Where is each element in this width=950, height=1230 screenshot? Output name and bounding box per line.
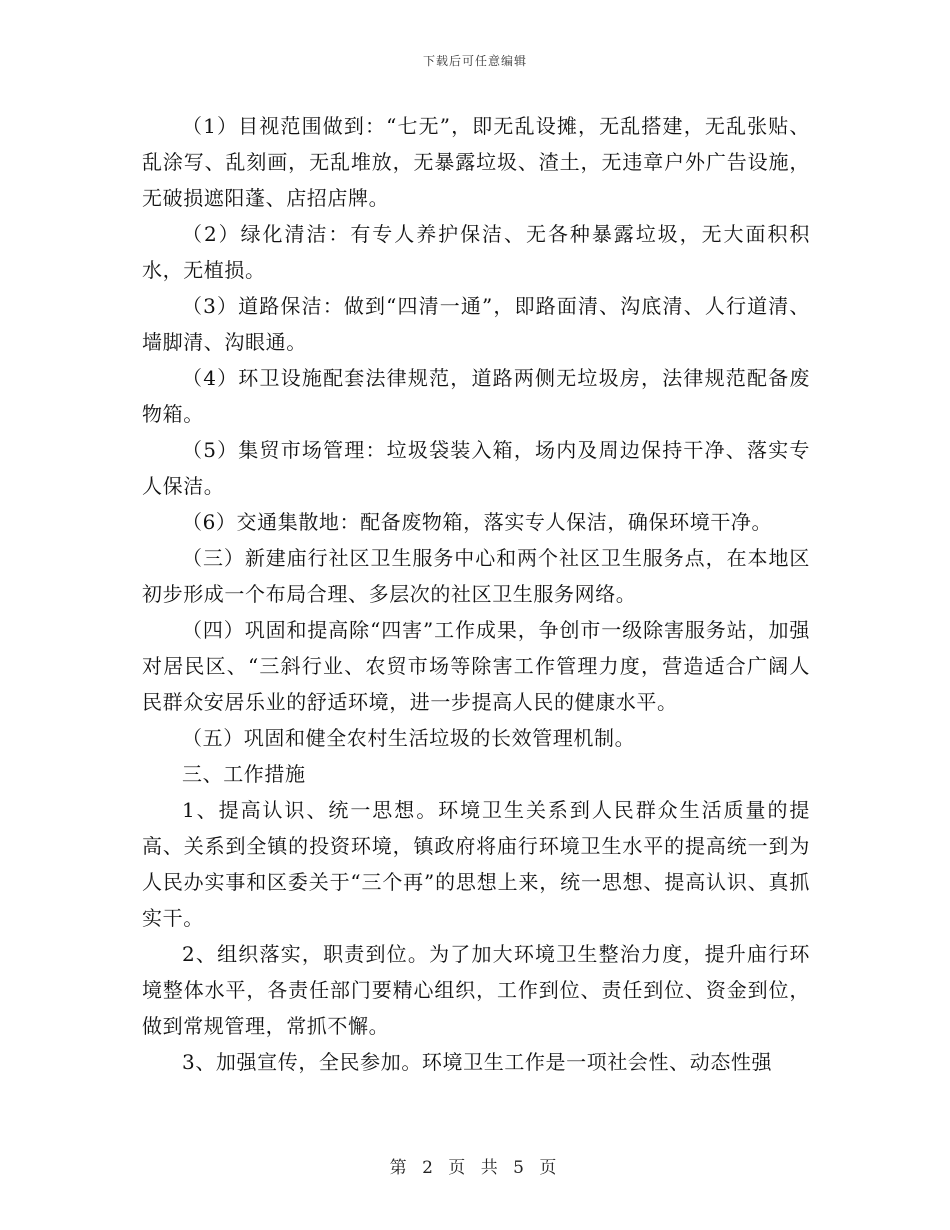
paragraph-item-4: （4）环卫设施配套法律规范，道路两侧无垃圾房，法律规范配备废物箱。 (142, 366, 810, 426)
paragraph-item-6: （6）交通集散地：配备废物箱，落实专人保洁，确保环境干净。 (182, 510, 773, 534)
document-body (142, 108, 810, 1080)
paragraph-item-5: （5）集贸市场管理：垃圾袋装入箱，场内及周边保持干净、落实专人保洁。 (142, 438, 810, 498)
paragraph-item-2: （2）绿化清洁：有专人养护保洁、无各种暴露垃圾，无大面积积水，无植损。 (142, 222, 810, 282)
paragraph-measure-2: 2、组织落实，职责到位。为了加大环境卫生整治力度，提升庙行环境整体水平，各责任部门要精心组织，工作到位、责任到位、资金到位，做到常规管理，常抓不懈。 (142, 942, 810, 1038)
paragraph-measure-1: 1、提高认识、统一思想。环境卫生关系到人民群众生活质量的提高、关系到全镇的投资环境，镇政府将庙行环境卫生水平的提高统一到为人民办实事和区委关于“三个再”的思想上来，统一思想、提高认识、真抓实干。 (142, 798, 810, 930)
page-number-footer: 第 2 页 共 5 页 (389, 1158, 561, 1178)
paragraph-measure-3: 3、加强宣传，全民参加。环境卫生工作是一项社会性、动态性强 (182, 1050, 773, 1074)
page-header: 下载后可任意编辑 (422, 54, 527, 68)
paragraph-section-5: （五）巩固和健全农村生活垃圾的长效管理机制。 (182, 726, 636, 750)
paragraph-section-3: （三）新建庙行社区卫生服务中心和两个社区卫生服务点，在本地区初步形成一个布局合理、多层次的社区卫生服务网络。 (142, 546, 810, 606)
paragraph-item-3: （3）道路保洁：做到“四清一通”，即路面清、沟底清、人行道清、墙脚清、沟眼通。 (142, 294, 810, 354)
paragraph-section-4: （四）巩固和提高除“四害”工作成果，争创市一级除害服务站，加强对居民区、“三斜行业、农贸市场等除害工作管理力度，营造适合广阔人民群众安居乐业的舒适环境，进一步提高人民的健康水平。 (142, 618, 810, 714)
section-heading-measures: 三、工作措施 (182, 762, 306, 786)
paragraph-item-1: （1）目视范围做到：“七无”，即无乱设摊，无乱搭建，无乱张贴、乱涂写、乱刻画，无乱堆放，无暴露垃圾、渣土，无违章户外广告设施，无破损遮阳蓬、店招店牌。 (142, 114, 810, 210)
